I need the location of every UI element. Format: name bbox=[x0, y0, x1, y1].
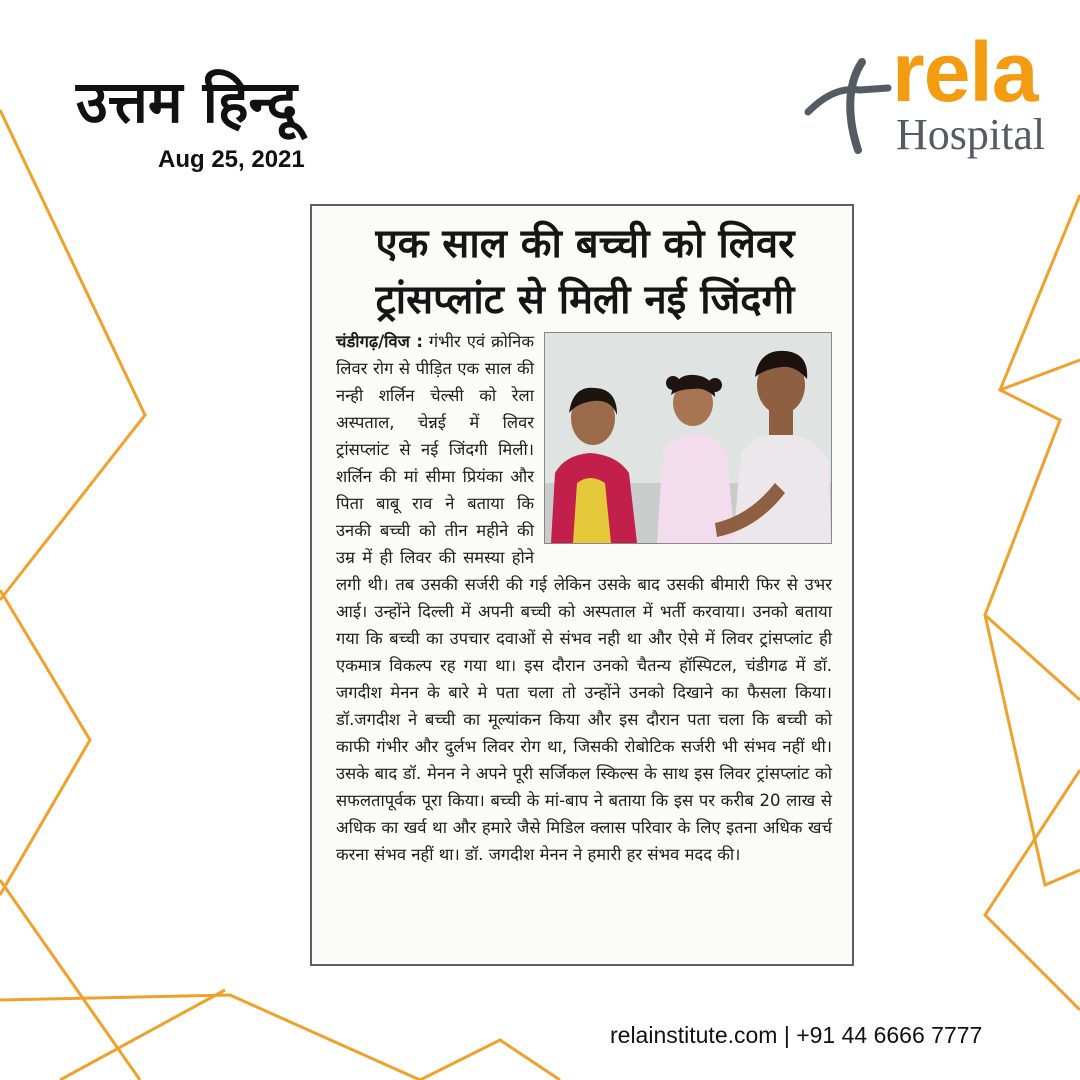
logo-brand-text: rela bbox=[892, 25, 1038, 119]
rela-logo-mark-icon bbox=[800, 48, 900, 158]
article-body bbox=[336, 328, 832, 868]
logo-subtitle: Hospital bbox=[896, 110, 1046, 159]
family-photo bbox=[544, 332, 832, 544]
article-dateline: चंडीगढ़/विज : bbox=[336, 332, 423, 351]
publication-date: Aug 25, 2021 bbox=[158, 146, 305, 173]
article-text: गंभीर एवं क्रोनिक लिवर रोग से पीड़ित एक साल की नन्ही शर्लिन चेल्सी को रेला अस्पताल, चेन्नई में लिवर ट्रांसप्लांट से नई जिंदगी मिली। शर्लिन की मां सीमा प्रियंका और पिता बाबू राव ने बताया कि उनकी बच्ची को तीन महीने की उम्र में ही लिवर की समस्या होने लगी थी। तब उसकी सर्जरी की गई लेकिन उसके बाद उसकी बीमारी फिर से उभर आई। उन्होंने दिल्ली में अपनी बच्ची को अस्पताल में भर्ती करवाया। उनको बताया गया कि बच्ची का उपचार दवाओं से संभव नही था और ऐसे में लिवर ट्रांसप्लांट ही एकमात्र विकल्प रह गया था। इस दौरान उनको चैतन्य हॉस्पिटल, चंडीगढ में डॉ. जगदीश मेनन के बारे मे पता चला तो उन्होंने उनको दिखाने का फैसला किया। डॉ.जगदीश ने बच्ची का मूल्यांकन किया और इस दौरान पता चला कि बच्ची को काफी गंभीर और दुर्लभ लिवर रोग था, जिसकी रोबोटिक सर्जरी भी संभव नहीं थी। उसके बाद डॉ. मेनन ने अपने पूरी सर्जिकल स्किल्स के साथ इस लिवर ट्रांसप्लांट को सफलतापूर्वक पूरा किया। बच्ची के मां-बाप ने बताया कि इस पर करीब 20 लाख से अधिक का खर्व था और हमारे जैसे मिडिल क्लास परिवार के लिए इतना अधिक खर्च करना संभव नहीं था। डॉ. जगदीश मेनन ने हमारी हर संभव मदद की। bbox=[336, 332, 832, 864]
newspaper-clipping bbox=[310, 204, 854, 966]
family-photo-illustration bbox=[545, 333, 831, 543]
footer-contact: relainstitute.com | +91 44 6666 7777 bbox=[610, 1022, 983, 1048]
rela-hospital-logo bbox=[800, 25, 1060, 170]
newspaper-masthead: उत्तम हिन्दू bbox=[76, 68, 298, 136]
article-headline: एक साल की बच्ची को लिवर ट्रांसप्लांट से मिली नई जिंदगी bbox=[375, 221, 795, 323]
